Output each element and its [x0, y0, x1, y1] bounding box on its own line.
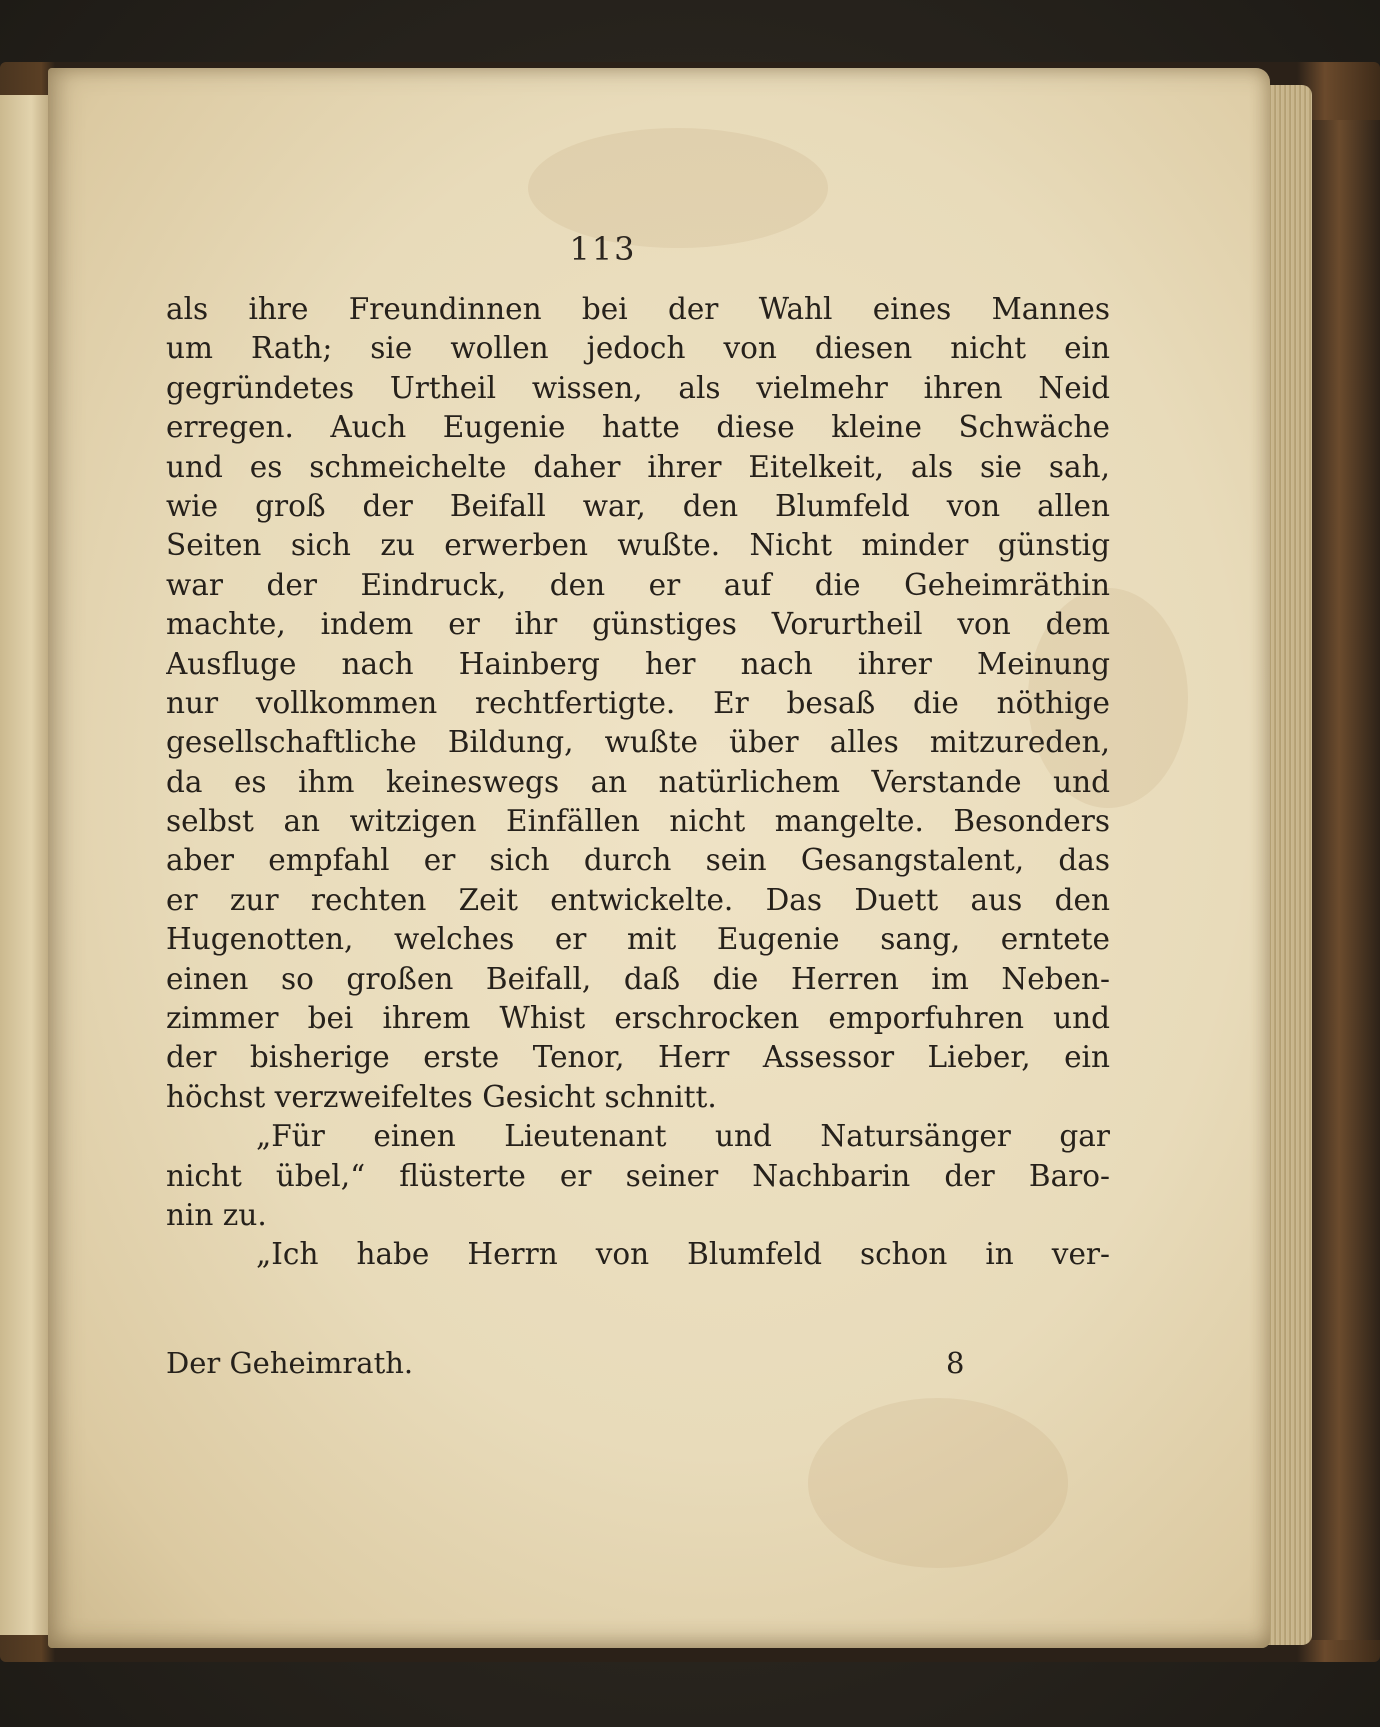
printer-signature: 8: [946, 1346, 965, 1380]
text-line: um Rath; sie wollen jedoch von diesen nicht ein: [166, 331, 1110, 366]
text-line: einen so großen Beifall, daß die Herren im Neben-: [166, 961, 1110, 996]
text-line: „Ich habe Herrn von Blumfeld schon in ver-: [256, 1237, 1110, 1272]
text-line: höchst verzweifeltes Gesicht schnitt.: [166, 1079, 717, 1114]
text-line: aber empfahl er sich durch sein Gesangstalent, das: [166, 843, 1110, 878]
text-line: selbst an witzigen Einfällen nicht mangelte. Besonders: [166, 804, 1110, 839]
text-line: da es ihm keineswegs an natürlichem Verstande und: [166, 764, 1110, 799]
text-line: nin zu.: [166, 1197, 267, 1232]
text-line: Seiten sich zu erwerben wußte. Nicht minder günstig: [166, 528, 1110, 563]
text-line: der bisherige erste Tenor, Herr Assessor Lieber, ein: [166, 1040, 1110, 1075]
footer-title: Der Geheimrath.: [166, 1346, 414, 1380]
left-page-edge: [0, 95, 54, 1635]
text-line: erregen. Auch Eugenie hatte diese kleine Schwäche: [166, 410, 1110, 445]
paper-stain: [808, 1398, 1068, 1568]
text-line: und es schmeichelte daher ihrer Eitelkeit, als sie sah,: [166, 449, 1110, 484]
text-line: er zur rechten Zeit entwickelte. Das Duett aus den: [166, 882, 1110, 917]
text-line: zimmer bei ihrem Whist erschrocken emporfuhren und: [166, 1001, 1110, 1036]
text-line: nicht übel,“ flüsterte er seiner Nachbarin der Baro-: [166, 1158, 1110, 1193]
text-line: war der Eindruck, den er auf die Geheimräthin: [166, 567, 1110, 602]
text-line: gegründetes Urtheil wissen, als vielmehr ihren Neid: [166, 370, 1110, 405]
book-back-cover: [1312, 120, 1380, 1640]
text-line: „Für einen Lieutenant und Natursänger gar: [256, 1119, 1110, 1154]
text-line: Ausfluge nach Hainberg her nach ihrer Meinung: [166, 646, 1110, 681]
text-line: als ihre Freundinnen bei der Wahl eines Mannes: [166, 292, 1110, 326]
text-line: wie groß der Beifall war, den Blumfeld von allen: [166, 488, 1110, 523]
page-footer: [166, 1346, 1006, 1386]
text-line: nur vollkommen rechtfertigte. Er besaß die nöthige: [166, 685, 1110, 720]
text-line: Hugenotten, welches er mit Eugenie sang, erntete: [166, 922, 1110, 957]
book-page: [48, 68, 1270, 1648]
text-line: gesellschaftliche Bildung, wußte über alles mitzureden,: [166, 725, 1110, 760]
page-number: 113: [569, 230, 637, 268]
text-line: machte, indem er ihr günstiges Vorurtheil von dem: [166, 607, 1110, 642]
body-text: [166, 290, 1110, 1275]
